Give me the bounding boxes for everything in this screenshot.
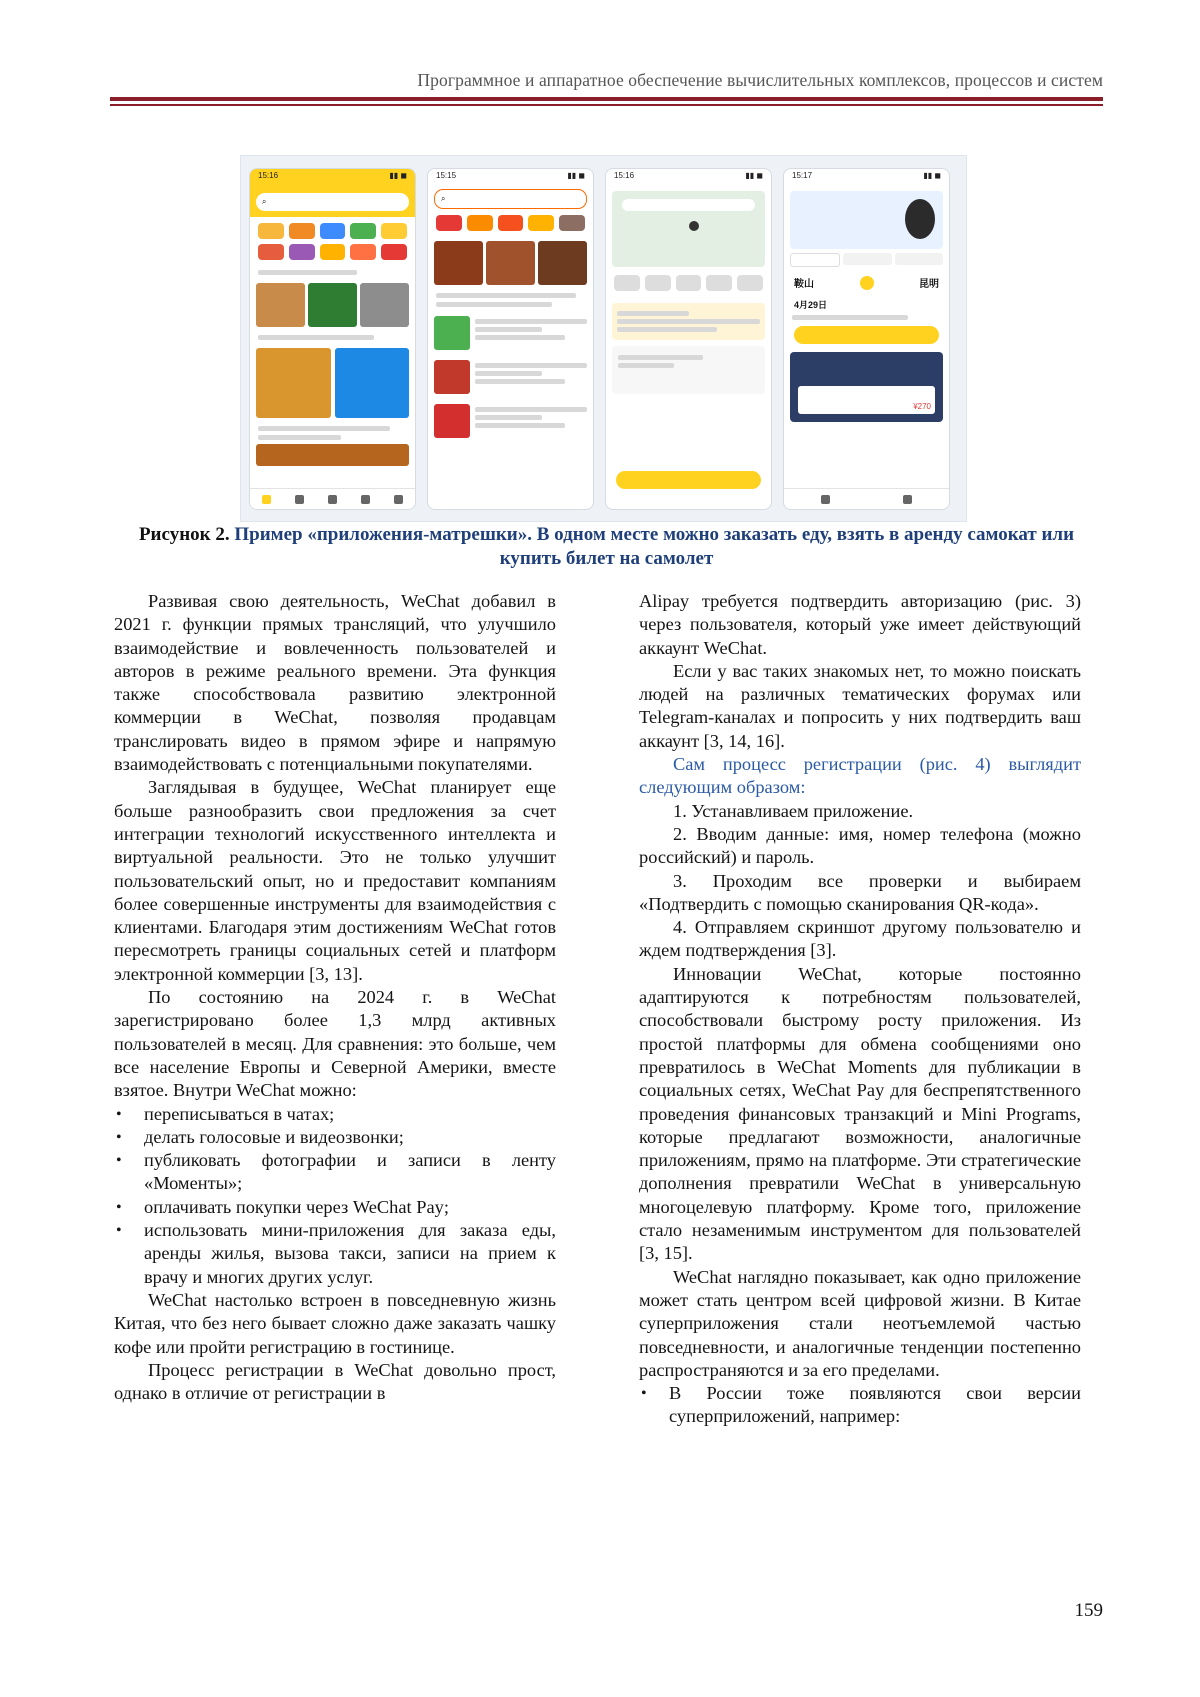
dish-thumbnails bbox=[428, 237, 593, 289]
figure-caption-text: Пример «приложения-матрешки». В одном месте можно заказать еду, взять в аренду самокат или купить билет на самолет bbox=[234, 524, 1075, 569]
service-icons bbox=[606, 269, 771, 297]
list-item: • публиковать фотографии и записи в ленту «Моменты»; bbox=[114, 1149, 556, 1196]
banner bbox=[790, 191, 943, 249]
paragraph: WeChat наглядно показывает, как одно приложение может стать центром всей цифровой жизни. В Китае суперприложения стали неотъемлемой частью повседневности, и аналогичные тенденции постепенно распространяются и за его пределами. bbox=[639, 1266, 1081, 1380]
search-icon: ⌕ bbox=[262, 197, 267, 206]
search-flights-button bbox=[794, 326, 939, 344]
running-header: Программное и аппаратное обеспечение вычислительных комплексов, процессов и систем bbox=[417, 70, 1103, 90]
swap-icon bbox=[860, 276, 874, 290]
promo-card: ¥270 bbox=[790, 352, 943, 422]
paragraph: Если у вас таких знакомых нет, то можно поискать людей на различных тематических форумах или Telegram-каналах и попросить у них подтвердить ваш аккаунт [3, 14, 16]. bbox=[639, 660, 1081, 751]
list-item: • переписываться в чатах; bbox=[114, 1103, 556, 1126]
paragraph: Заглядывая в будущее, WeChat планирует еще больше разнообразить свои предложения за счет интеграции технологий искусственного интеллекта и виртуальной реальности. Это не только улучшит пользовательский опыт, но и предоставит компаниям более совершенные инструменты для взаимодействия с клиентами. Благодаря этим достижениям WeChat готов пересмотреть границы социальных сетей и платформ электронной коммерции [3, 13]. bbox=[114, 777, 556, 984]
route bbox=[794, 275, 939, 290]
left-column bbox=[114, 590, 556, 1405]
phone-food-listing bbox=[427, 168, 594, 510]
header-rule-thick bbox=[110, 97, 1103, 101]
arrival-city: 昆明 bbox=[919, 279, 939, 290]
list-item: • оплачивать покупки через WeChat Pay; bbox=[114, 1196, 556, 1219]
departure-city: 鞍山 bbox=[794, 279, 814, 290]
category-icons bbox=[428, 209, 593, 237]
phone-food-app bbox=[249, 168, 416, 510]
status-bar: 15:17 ▮▮ ◼ bbox=[792, 171, 941, 180]
bullet-list bbox=[639, 1382, 1081, 1429]
bottom-nav bbox=[250, 488, 415, 509]
right-column bbox=[639, 590, 1081, 1429]
promo-thumbnails bbox=[250, 279, 415, 331]
header-rule-thin bbox=[110, 104, 1103, 106]
search-bar bbox=[434, 189, 587, 209]
paragraph: По состоянию на 2024 г. в WeChat зарегистрировано более 1,3 млрд активных пользователей в месяц. Для сравнения: это больше, чем все население Европы и Северной Америки, вместе взятое. Внутри WeChat можно: bbox=[114, 987, 556, 1101]
status-bar: 15:15 ▮▮ ◼ bbox=[436, 171, 585, 180]
search-icon: ⌕ bbox=[441, 194, 446, 203]
list-item: • В России тоже появляются свои версии суперприложений, например: bbox=[639, 1382, 1081, 1429]
page-number: 159 bbox=[1074, 1600, 1103, 1621]
step-item: 2. Вводим данные: имя, номер телефона (можно российский) и пароль. bbox=[639, 823, 1081, 868]
list-item: • использовать мини-приложения для заказа еды, аренды жилья, вызова такси, записи на прием к врачу и многих других услуг. bbox=[114, 1219, 556, 1289]
verify-button bbox=[616, 471, 761, 489]
status-bar: 15:16 ▮▮ ◼ bbox=[614, 171, 763, 180]
bottom-nav bbox=[784, 488, 949, 509]
category-icons bbox=[250, 217, 415, 266]
paragraph: Процесс регистрации в WeChat довольно прост, однако в отличие от регистрации в bbox=[114, 1359, 556, 1404]
search-bar bbox=[256, 193, 409, 211]
bullet-list bbox=[114, 1103, 556, 1289]
step-item: 3. Проходим все проверки и выбираем «Подтвердить с помощью сканирования QR-кода». bbox=[639, 870, 1081, 914]
phone-flight-app bbox=[783, 168, 950, 510]
step-item: 4. Отправляем скриншот другому пользователю и ждем подтверждения [3]. bbox=[639, 917, 1081, 961]
list-item: • делать голосовые и видеозвонки; bbox=[114, 1126, 556, 1149]
status-bar: 15:16 ▮▮ ◼ bbox=[250, 169, 415, 189]
paragraph: WeChat настолько встроен в повседневную жизнь Китая, что без него бывает сложно даже заказать чашку кофе или пройти регистрацию в гостинице. bbox=[114, 1289, 556, 1357]
figure-label: Рисунок 2. bbox=[138, 524, 230, 545]
paragraph: Инновации WeChat, которые постоянно адаптируются к потребностям пользователей, способствовали быстрому росту приложения. Из простой платформы для обмена сообщениями оно превратилось в WeChat Moments для публикации в социальных сетях, WeChat Pay для беспрепятственного проведения финансовых транзакций и Mini Programs, которые предлагают возможности, аналогичные приложениям, прямо на платформе. Эти стратегические дополнения превратили WeChat в универсальную многоцелевую платформу. Кроме того, приложение стало незаменимым инструментом для пользователей [3, 15]. bbox=[639, 963, 1081, 1264]
paragraph: Alipay требуется подтвердить авторизацию (рис. 3) через пользователя, который уже имеет действующий аккаунт WeChat. bbox=[639, 591, 1081, 658]
paragraph-registration-intro: Сам процесс регистрации (рис. 4) выглядит следующим образом: bbox=[639, 754, 1081, 798]
phone-scooter-app bbox=[605, 168, 772, 510]
figure-screenshots bbox=[240, 155, 967, 522]
paragraph: Развивая свою деятельность, WeChat добавил в 2021 г. функции прямых трансляций, что улучшило взаимодействие и вовлеченность пользователей и авторов в режиме реального времени. Эта функция также способствовала развитию электронной коммерции в WeChat, позволяя продавцам транслировать видео в прямом эфире и напрямую взаимодействовать с потенциальными покупателями. bbox=[114, 591, 556, 775]
map-area bbox=[612, 191, 765, 267]
figure-caption bbox=[110, 523, 1103, 571]
step-item: 1. Устанавливаем приложение. bbox=[673, 800, 914, 821]
flight-date: 4月29日 bbox=[794, 300, 828, 310]
